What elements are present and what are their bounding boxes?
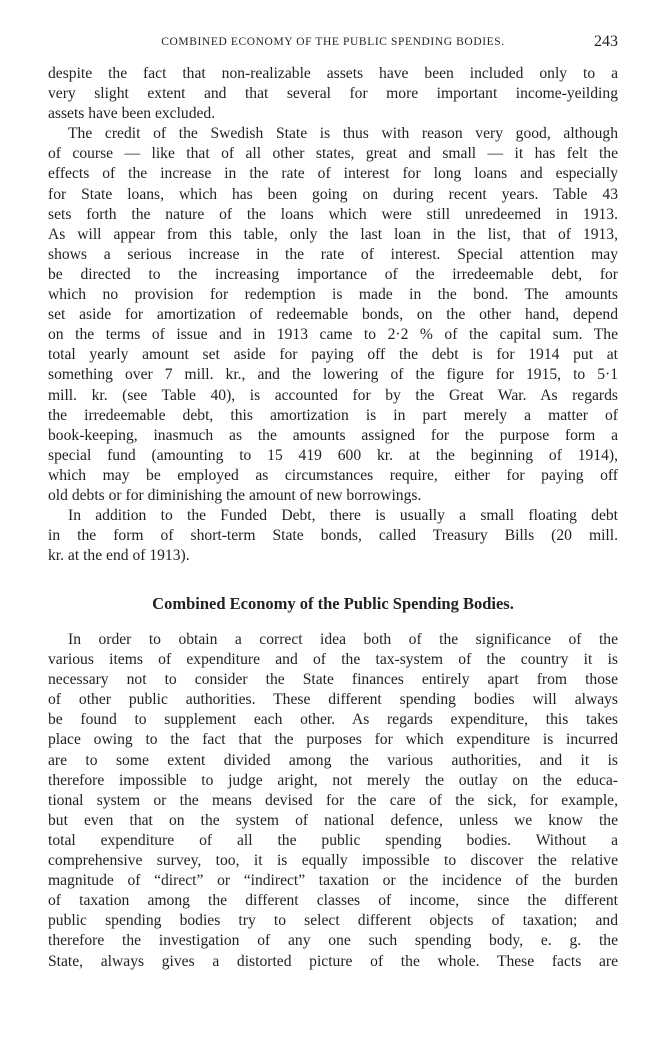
paragraph xyxy=(48,506,618,566)
text-line: special fund (amounting to 15 419 600 kr. at the beginning of 1914), xyxy=(48,446,618,464)
text-line: very slight extent and that several for more important income-yeilding xyxy=(48,85,618,103)
text-line: In order to obtain a correct idea both of the significance of the xyxy=(68,631,618,648)
text-line: the irredeemable debt, this amortization is in part merely a matter of xyxy=(48,406,618,424)
text-line: therefore the investigation of any one such spending body, e. g. the xyxy=(48,932,618,950)
text-line: be found to supplement each other. As regards expenditure, this takes xyxy=(48,711,618,729)
paragraph xyxy=(48,64,618,124)
text-line: magnitude of “direct” or “indirect” taxation or the incidence of the burden xyxy=(48,872,618,890)
text-line: on the terms of issue and in 1913 came to 2·2 % of the capital sum. The xyxy=(48,326,618,344)
text-line: which may be employed as circumstances require, either for paying off xyxy=(48,466,618,484)
text-line: State, always gives a distorted picture of the whole. These facts are xyxy=(48,952,618,970)
text-line: place owing to the fact that the purposes for which expenditure is incurred xyxy=(48,731,618,749)
text-line: The credit of the Swedish State is thus with reason very good, although xyxy=(68,125,618,143)
text-line: shows a serious increase in the rate of interest. Special attention may xyxy=(48,245,618,263)
text-line: book-keeping, inasmuch as the amounts assigned for the purpose form a xyxy=(48,426,618,444)
text-line: In addition to the Funded Debt, there is usually a small floating debt xyxy=(68,507,618,525)
text-line: which no provision for redemption is made in the bond. The amounts xyxy=(48,286,618,304)
text-line: be directed to the increasing importance of the irredeemable debt, for xyxy=(48,265,618,283)
text-line: of other public authorities. These different spending bodies will always xyxy=(48,691,618,709)
paragraph xyxy=(48,630,618,972)
text-line: mill. kr. (see Table 40), is accounted for by the Great War. As regards xyxy=(48,386,618,404)
text-line: set aside for amortization of redeemable bonds, on the other hand, depend xyxy=(48,306,618,324)
text-line: in the form of short-term State bonds, called Treasury Bills (20 mill. xyxy=(48,527,618,545)
text-line: are to some extent divided among the various authorities, and it is xyxy=(48,751,618,769)
text-line: As will appear from this table, only the last loan in the list, that of 1913, xyxy=(48,225,618,243)
text-line: total yearly amount set aside for paying off the debt is for 1914 put at xyxy=(48,346,618,364)
text-line: assets have been excluded. xyxy=(48,105,216,123)
text-line: tional system or the means devised for the care of the sick, for example, xyxy=(48,791,618,809)
text-line: sets forth the nature of the loans which were still unredeemed in 1913. xyxy=(48,205,618,223)
text-line: despite the fact that non-realizable assets have been included only to a xyxy=(48,65,618,82)
text-line: effects of the increase in the rate of interest for long loans and especially xyxy=(48,165,618,183)
running-head-title: COMBINED ECONOMY OF THE PUBLIC SPENDING BODIES. xyxy=(161,36,505,48)
text-line: of taxation among the different classes of income, since the different xyxy=(48,892,618,910)
text-line: comprehensive survey, too, it is equally impossible to discover the relative xyxy=(48,852,618,870)
text-line: various items of expenditure and of the tax-system of the country it is xyxy=(48,651,618,669)
text-line: necessary not to consider the State finances entirely apart from those xyxy=(48,671,618,689)
text-line: of course — like that of all other states, great and small — it has felt the xyxy=(48,145,618,163)
text-line: kr. at the end of 1913). xyxy=(48,547,190,565)
text-line: therefore impossible to judge aright, not merely the outlay on the educa- xyxy=(48,771,618,789)
section-heading: Combined Economy of the Public Spending Bodies. xyxy=(152,594,514,613)
section-combined-economy-text xyxy=(48,630,618,972)
paragraph xyxy=(48,124,618,506)
running-head xyxy=(48,33,618,53)
section-debt-text xyxy=(48,64,618,566)
text-line: public spending bodies try to select different objects of taxation; and xyxy=(48,912,618,930)
text-line: but even that on the system of national defence, unless we know the xyxy=(48,811,618,829)
text-line: total expenditure of all the public spending bodies. Without a xyxy=(48,831,618,849)
text-line: something over 7 mill. kr., and the lowering of the figure for 1915, to 5·1 xyxy=(48,366,618,384)
text-line: for State loans, which has been going on during recent years. Table 43 xyxy=(48,185,618,203)
page-number: 243 xyxy=(594,33,618,50)
text-line: old debts or for diminishing the amount of new borrowings. xyxy=(48,486,422,504)
